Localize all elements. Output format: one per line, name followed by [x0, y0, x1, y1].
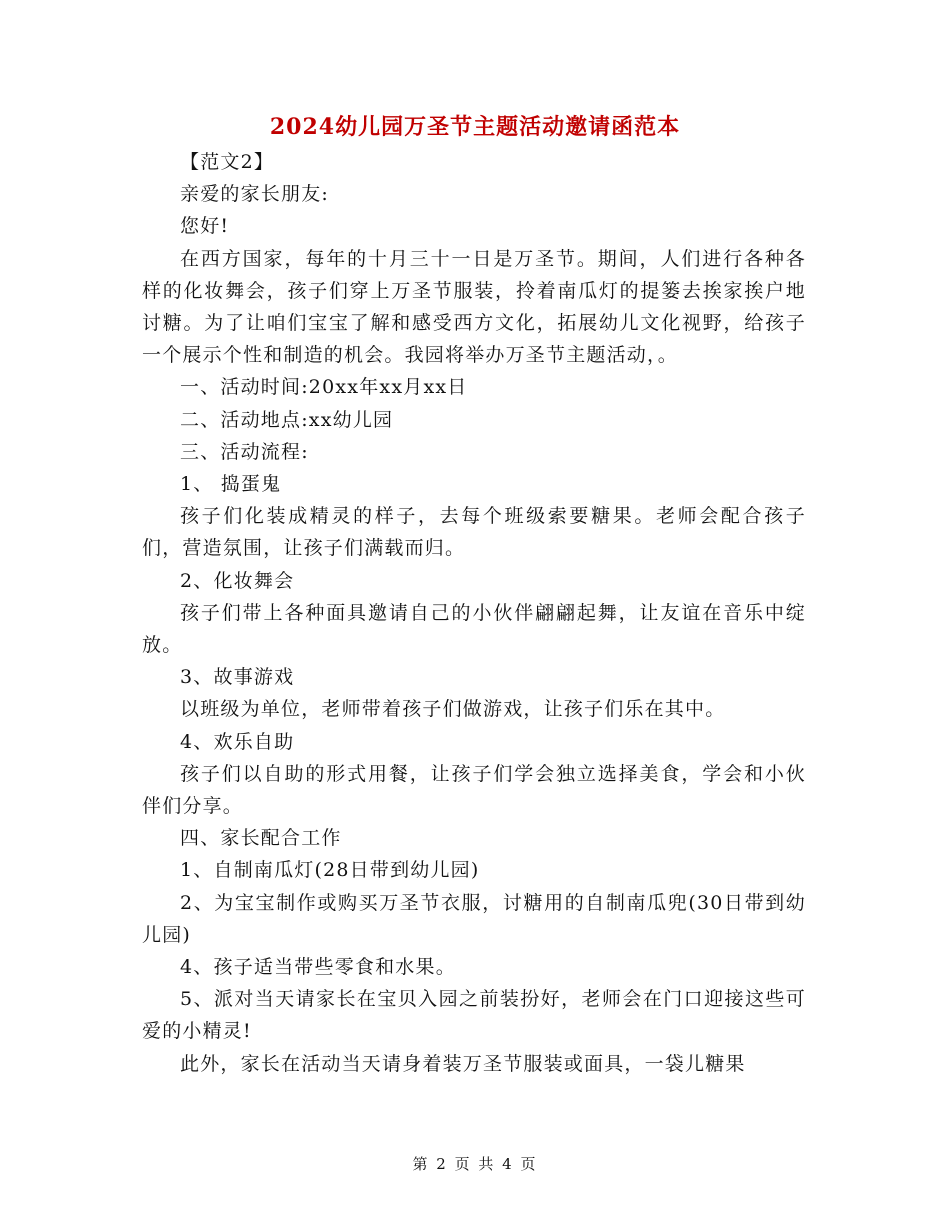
paragraph-item-4-heading: 4、欢乐自助	[180, 730, 295, 753]
document-body	[142, 146, 806, 1080]
paragraph-greeting: 您好!	[180, 215, 230, 238]
paragraph-additional-note: 此外，家长在活动当天请身着装万圣节服装或面具，一袋儿糖果	[180, 1052, 746, 1075]
paragraph-item-1-body: 孩子们化装成精灵的样子，去每个班级索要糖果。老师会配合孩子们，营造氛围，让孩子们满载而归。	[142, 505, 806, 560]
paragraph-item-3-heading: 3、故事游戏	[180, 666, 295, 689]
paragraph-cooperation-4: 4、孩子适当带些零食和水果。	[180, 956, 456, 979]
paragraph-activity-process-heading: 三、活动流程:	[180, 440, 309, 463]
paragraph-cooperation-1: 1、自制南瓜灯(28日带到幼儿园)	[180, 859, 480, 882]
paragraph-cooperation-5: 5、派对当天请家长在宝贝入园之前装扮好，老师会在门口迎接这些可爱的小精灵!	[142, 988, 806, 1043]
paragraph-item-2-heading: 2、化妆舞会	[180, 569, 295, 592]
paragraph-item-1-heading: 1、 捣蛋鬼	[180, 473, 282, 496]
page-number-footer: 第 2 页 共 4 页	[412, 1155, 538, 1173]
paragraph-item-2-body: 孩子们带上各种面具邀请自己的小伙伴翩翩起舞，让友谊在音乐中绽放。	[142, 601, 806, 657]
document-title: 2024幼儿园万圣节主题活动邀请函范本	[269, 114, 681, 140]
paragraph-item-4-body: 孩子们以自助的形式用餐，让孩子们学会独立选择美食，学会和小伙伴们分享。	[142, 762, 806, 818]
paragraph-activity-time: 一、活动时间:20xx年xx月xx日	[180, 376, 468, 399]
paragraph-sample-label: 【范文2】	[180, 151, 275, 173]
paragraph-cooperation-2: 2、为宝宝制作或购买万圣节衣服，讨糖用的自制南瓜兜(30日带到幼儿园)	[142, 891, 806, 946]
paragraph-intro: 在西方国家，每年的十月三十一日是万圣节。期间，人们进行各种各样的化妆舞会，孩子们穿上万圣节服装，拎着南瓜灯的提篓去挨家挨户地讨糖。为了让咱们宝宝了解和感受西方文化，拓展幼儿文化视野，给孩子一个展示个性和制造的机会。我园将举办万圣节主题活动，。	[142, 247, 806, 367]
paragraph-item-3-body: 以班级为单位，老师带着孩子们做游戏，让孩子们乐在其中。	[180, 698, 726, 721]
paragraph-parent-cooperation-heading: 四、家长配合工作	[180, 827, 342, 850]
paragraph-activity-location: 二、活动地点:xx幼儿园	[180, 408, 394, 431]
paragraph-salutation: 亲爱的家长朋友:	[180, 183, 330, 206]
